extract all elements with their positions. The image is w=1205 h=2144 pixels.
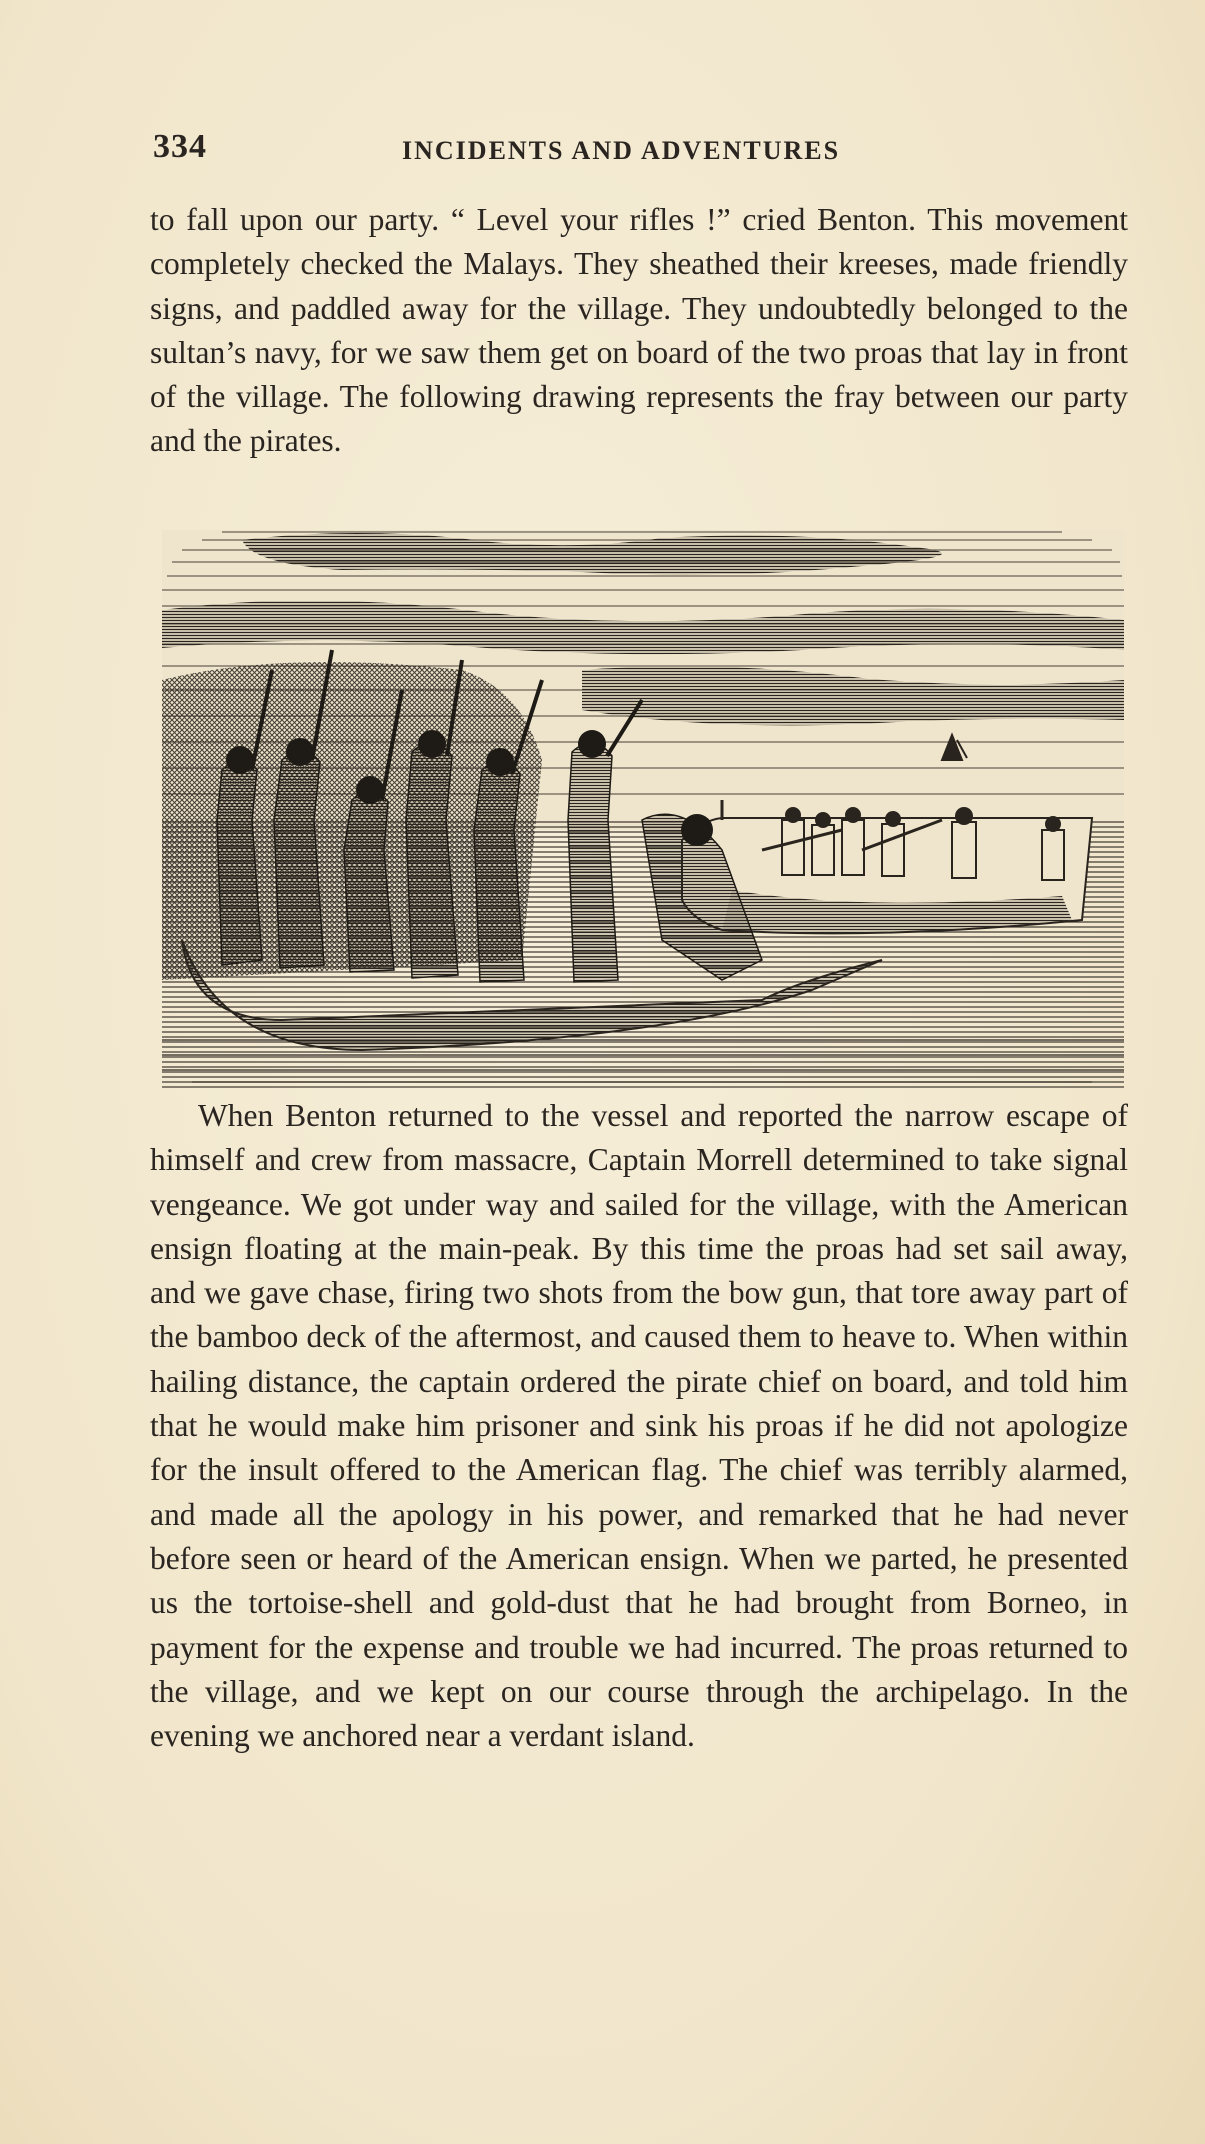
paragraph-top: to fall upon our party. “ Level your rifles !” cried Benton. This movement completely checked the Malays. They sheathed their kreeses, made friendly signs, and paddled away for the village. They undoubtedly belonged to the sultan’s navy, for we saw them get on board of the two proas that lay in front of the village. The following drawing represents the fray between our party and the pirates.	[150, 202, 1128, 459]
text-bottom	[150, 1094, 1128, 1758]
pirate-fray-engraving	[162, 520, 1124, 1090]
running-title: INCIDENTS AND ADVENTURES	[402, 136, 841, 165]
page-number: 334	[153, 128, 207, 165]
paragraph-bottom: When Benton returned to the vessel and reported the narrow escape of himself and crew from massacre, Captain Morrell determined to take signal vengeance. We got under way and sailed for the village, with the American ensign floating at the main-peak. By this time the proas had set sail away, and we gave chase, firing two shots from the bow gun, that tore away part of the bamboo deck of the aftermost, and caused them to heave to. When within hailing distance, the captain ordered the pirate chief on board, and told him that he would make him prisoner and sink his proas if he did not apologize for the insult offered to the American flag. The chief was terribly alarmed, and made all the apology in his power, and remarked that he had never before seen or heard of the American ensign. When we parted, he presented us the tortoise-shell and gold-dust that he had brought from Borneo, in payment for the expense and trouble we had incurred. The proas returned to the village, and we kept on our course through the archipelago. In the evening we anchored near a verdant island.	[150, 1098, 1128, 1754]
engraving-illustration	[162, 520, 1124, 1090]
text-top	[150, 198, 1128, 464]
